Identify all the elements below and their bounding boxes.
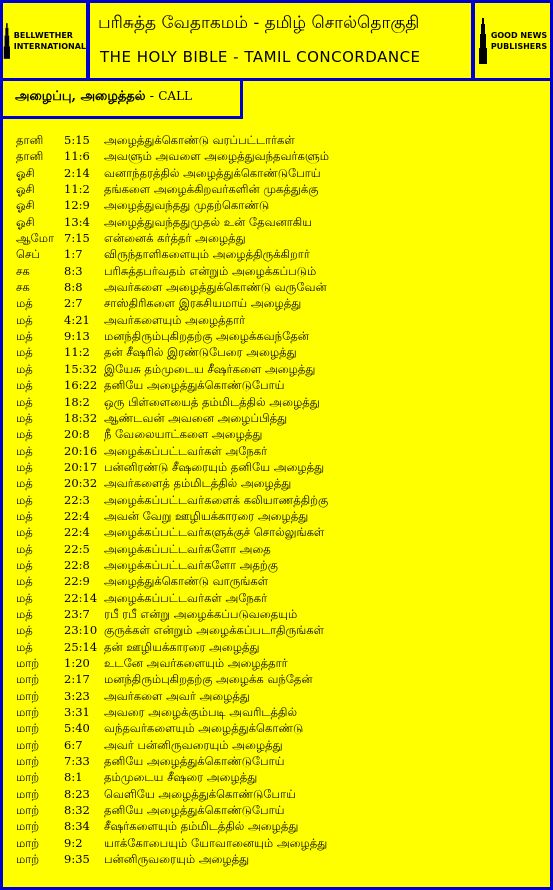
entry-reference: 9:2 xyxy=(64,835,83,850)
entry-book: ஓசி xyxy=(16,165,35,180)
entry-text: சீஷர்களையும் தம்மிடத்தில் அழைத்து xyxy=(104,819,299,834)
entry-text: வனாந்தரத்தில் அழைத்துக்கொண்டுபோய் xyxy=(104,165,321,180)
entry-book: சக xyxy=(16,280,30,295)
entry-text: அழைக்கப்பட்டவர்கள் அநேகர் xyxy=(104,590,268,605)
entry-text: அழைக்கப்பட்டவர்களுக்குச் சொல்லுங்கள் xyxy=(104,525,325,540)
entry-book: மாற் xyxy=(16,835,40,850)
list-item xyxy=(16,704,550,720)
entry-text: தங்களை அழைக்கிறவர்களின் முகத்துக்கு xyxy=(104,182,319,197)
entry-reference: 22:4 xyxy=(64,525,90,540)
list-item xyxy=(16,230,550,246)
entry-text: வந்தவர்களையும் அழைத்துக்கொண்டு xyxy=(104,721,304,736)
entry-book: மத் xyxy=(16,443,33,458)
entry-reference: 18:2 xyxy=(64,394,90,409)
list-item xyxy=(16,279,550,295)
list-item xyxy=(16,606,550,622)
entry-text: அழைத்துக்கொண்டு வாருங்கள் xyxy=(104,574,269,589)
entry-reference: 1:20 xyxy=(64,656,90,670)
entry-text: பன்னிரண்டு சீஷரையும் தனியே அழைத்து xyxy=(104,459,325,474)
entry-book: மத் xyxy=(16,590,33,605)
headword-box xyxy=(3,81,243,119)
entry-reference: 11:2 xyxy=(64,345,90,360)
entry-book: மாற் xyxy=(16,656,40,670)
entry-book: மத் xyxy=(16,378,33,393)
entry-text: அவரை அழைக்கும்படி அவரிடத்தில் xyxy=(104,705,297,720)
entry-reference: 20:8 xyxy=(64,427,90,442)
entry-book: ஆமோ xyxy=(16,231,54,246)
entry-reference: 16:22 xyxy=(64,378,98,393)
entry-book: மத் xyxy=(16,361,33,376)
entry-reference: 2:17 xyxy=(64,672,90,687)
entry-reference: 1:7 xyxy=(64,247,83,262)
entry-book: மாற் xyxy=(16,754,40,769)
entry-reference: 8:3 xyxy=(64,263,83,278)
list-item xyxy=(16,769,550,785)
entry-reference: 20:32 xyxy=(64,476,98,491)
list-item xyxy=(16,410,550,426)
entry-reference: 22:9 xyxy=(64,574,90,589)
entry-text: தம்முடைய சீஷரை அழைத்து xyxy=(104,770,258,785)
list-item xyxy=(16,720,550,736)
list-item xyxy=(16,753,550,769)
tower-icon xyxy=(478,18,488,64)
list-item xyxy=(16,835,550,851)
entry-text: அவர்களையும் அழைத்தார் xyxy=(104,312,246,327)
entry-reference: 8:34 xyxy=(64,819,90,834)
list-item xyxy=(16,622,550,638)
entry-text: அவளும் அவளை அழைத்துவந்தவர்களும் xyxy=(104,149,329,164)
entry-text: யாக்கோபையும் யோவானையும் அழைத்து xyxy=(104,835,328,850)
list-item xyxy=(16,377,550,393)
entry-book: மத் xyxy=(16,541,33,556)
entry-book: மத் xyxy=(16,623,33,638)
entry-book: மத் xyxy=(16,492,33,507)
entry-reference: 8:23 xyxy=(64,786,90,801)
list-item xyxy=(16,851,550,867)
entry-book: மாற் xyxy=(16,688,40,703)
entry-text: அழைக்கப்பட்டவர்களோ அதை xyxy=(104,541,271,556)
entry-book: மத் xyxy=(16,296,33,311)
entry-book: மத் xyxy=(16,574,33,589)
list-item xyxy=(16,263,550,279)
entry-reference: 7:15 xyxy=(64,231,90,246)
entry-reference: 9:13 xyxy=(64,329,90,344)
title-english: THE HOLY BIBLE - TAMIL CONCORDANCE xyxy=(100,48,421,66)
entry-reference: 13:4 xyxy=(64,214,90,229)
good-news-logo xyxy=(475,3,550,78)
tower-icon xyxy=(3,18,11,64)
entry-reference: 12:9 xyxy=(64,198,90,213)
list-item xyxy=(16,295,550,311)
list-item xyxy=(16,181,550,197)
entry-book: மத் xyxy=(16,476,33,491)
entry-reference: 8:1 xyxy=(64,770,83,785)
entry-text: பரிசுத்தபர்வதம் என்றும் அழைக்கப்படும் xyxy=(104,263,317,278)
title-box xyxy=(90,3,471,78)
entry-text: அழைக்கப்பட்டவர்களைக் கலியாணத்திற்கு xyxy=(104,492,329,507)
entry-reference: 4:21 xyxy=(64,312,90,327)
list-item xyxy=(16,557,550,573)
entry-book: மத் xyxy=(16,394,33,409)
list-item xyxy=(16,246,550,262)
entry-book: மாற் xyxy=(16,770,40,785)
title-tamil: பரிசுத்த வேதாகமம் - தமிழ் சொல்தொகுதி xyxy=(98,13,420,33)
list-item xyxy=(16,818,550,834)
entry-text: அழைத்துவந்ததுமுதல் உன் தேவனாகிய xyxy=(104,214,313,229)
entry-reference: 20:16 xyxy=(64,443,98,458)
list-item xyxy=(16,165,550,181)
entry-reference: 20:17 xyxy=(64,459,98,474)
entry-reference: 22:5 xyxy=(64,541,90,556)
entry-book: மாற் xyxy=(16,852,40,867)
entry-reference: 22:4 xyxy=(64,508,90,523)
entry-reference: 25:14 xyxy=(64,639,98,654)
entry-text: தனியே அழைத்துக்கொண்டுபோய் xyxy=(104,378,285,393)
list-item xyxy=(16,655,550,671)
list-item xyxy=(16,737,550,753)
entry-book: ஓசி xyxy=(16,214,35,229)
entry-book: மாற் xyxy=(16,672,40,687)
entry-reference: 22:3 xyxy=(64,492,90,507)
list-item xyxy=(16,475,550,491)
list-item xyxy=(16,492,550,508)
entry-book: மத் xyxy=(16,427,33,442)
entry-text: உடனே அவர்களையும் அழைத்தார் xyxy=(104,656,288,670)
entry-book: ஓசி xyxy=(16,182,35,197)
entry-text: அழைத்துவந்தது முதற்கொண்டு xyxy=(104,198,270,213)
list-item xyxy=(16,671,550,687)
list-item xyxy=(16,524,550,540)
entry-reference: 2:14 xyxy=(64,165,90,180)
list-item xyxy=(16,573,550,589)
entry-book: மத் xyxy=(16,639,33,654)
entry-reference: 3:23 xyxy=(64,688,90,703)
entry-reference: 22:8 xyxy=(64,557,90,572)
entry-text: அவர்களைத் தம்மிடத்தில் அழைத்து xyxy=(104,476,292,491)
list-item xyxy=(16,443,550,459)
list-item xyxy=(16,459,550,475)
entry-book: சக xyxy=(16,263,30,278)
entry-book: செப் xyxy=(16,247,40,262)
list-item xyxy=(16,132,550,148)
list-item xyxy=(16,344,550,360)
entry-reference: 5:40 xyxy=(64,721,90,736)
entry-reference: 9:35 xyxy=(64,852,90,867)
headword-separator: - xyxy=(145,89,159,104)
entry-text: தன் சீஷரில் இரண்டுபேரை அழைத்து xyxy=(104,345,297,360)
entry-reference: 6:7 xyxy=(64,737,83,752)
logo-line: GOOD NEWS xyxy=(490,30,548,40)
entry-reference: 23:7 xyxy=(64,606,90,621)
entry-text: ரபீ ரபீ என்று அழைக்கப்படுவதையும் xyxy=(104,606,298,621)
entry-text: அழைத்துக்கொண்டு வரப்பட்டார்கள் xyxy=(104,133,295,147)
entry-book: மத் xyxy=(16,312,33,327)
entry-reference: 15:32 xyxy=(64,361,98,376)
entry-reference: 18:32 xyxy=(64,410,98,425)
headword-english: CALL xyxy=(158,89,193,103)
list-item xyxy=(16,426,550,442)
entry-text: என்னைக் கர்த்தர் அழைத்து xyxy=(104,231,246,246)
entry-text: தனியே அழைத்துக்கொண்டுபோய் xyxy=(104,803,285,818)
entry-reference: 8:8 xyxy=(64,280,83,295)
entry-book: மத் xyxy=(16,329,33,344)
entry-text: விருந்தாளிகளையும் அழைத்திருக்கிறார் xyxy=(104,247,310,262)
entry-text: அவர் பன்னிருவரையும் அழைத்து xyxy=(104,737,283,752)
entry-text: சாஸ்திரிகளை இரகசியமாய் அழைத்து xyxy=(104,296,302,311)
entry-text: ஆண்டவன் அவனை அழைப்பித்து xyxy=(104,410,288,425)
entry-book: மாற் xyxy=(16,786,40,801)
entry-book: மத் xyxy=(16,557,33,572)
entry-book: தானி xyxy=(16,149,44,164)
entry-reference: 8:32 xyxy=(64,803,90,818)
list-item xyxy=(16,197,550,213)
entry-book: மாற் xyxy=(16,705,40,720)
entry-text: அழைக்கப்பட்டவர்களோ அதற்கு xyxy=(104,557,278,572)
headword xyxy=(15,89,192,105)
entry-book: மாற் xyxy=(16,737,40,752)
entry-text: தன் ஊழியக்காரரை அழைத்து xyxy=(104,639,260,654)
headword-tamil: அழைப்பு, அழைத்தல் xyxy=(15,89,146,104)
list-item xyxy=(16,394,550,410)
entry-text: வெளியே அழைத்துக்கொண்டுபோய் xyxy=(104,786,296,801)
list-item xyxy=(16,541,550,557)
entry-text: அவர்களை அவர் அழைத்து xyxy=(104,688,250,703)
list-item xyxy=(16,328,550,344)
entry-text: அழைக்கப்பட்டவர்கள் அநேகர் xyxy=(104,443,268,458)
entry-book: மாற் xyxy=(16,819,40,834)
list-item xyxy=(16,786,550,802)
entry-text: தனியே அழைத்துக்கொண்டுபோய் xyxy=(104,754,285,769)
list-item xyxy=(16,590,550,606)
list-item xyxy=(16,639,550,655)
entry-reference: 7:33 xyxy=(64,754,90,769)
entry-book: மத் xyxy=(16,345,33,360)
list-item xyxy=(16,214,550,230)
logo-line: PUBLISHERS xyxy=(490,41,548,51)
entry-text: குருக்கள் என்றும் அழைக்கப்படாதிருங்கள் xyxy=(104,623,324,638)
entry-reference: 11:2 xyxy=(64,182,90,197)
entry-text: மனந்திரும்புகிறதற்கு அழைக்க வந்தேன் xyxy=(104,672,313,687)
entry-reference: 23:10 xyxy=(64,623,98,638)
entry-book: மத் xyxy=(16,525,33,540)
bellwether-logo xyxy=(3,3,86,78)
entry-book: மாற் xyxy=(16,803,40,818)
entry-text: அவர்களை அழைத்துக்கொண்டு வருவேன் xyxy=(104,280,327,295)
entry-book: தானி xyxy=(16,133,44,147)
entry-text: இயேசு தம்முடைய சீஷர்களை அழைத்து xyxy=(104,361,316,376)
entry-book: மத் xyxy=(16,606,33,621)
list-item xyxy=(16,802,550,818)
logo-line: INTERNATIONAL xyxy=(13,41,86,51)
entry-reference: 5:15 xyxy=(64,133,90,147)
entry-book: மத் xyxy=(16,410,33,425)
entry-reference: 11:6 xyxy=(64,149,90,164)
entry-text: அவன் வேறு ஊழியக்காரரை அழைத்து xyxy=(104,508,309,523)
entry-text: பன்னிருவரையும் அழைத்து xyxy=(104,852,250,867)
list-item xyxy=(16,361,550,377)
entry-book: மத் xyxy=(16,459,33,474)
list-item xyxy=(16,688,550,704)
entry-text: நீ வேலையாட்களை அழைத்து xyxy=(104,427,263,442)
entry-reference: 22:14 xyxy=(64,590,98,605)
entry-book: ஓசி xyxy=(16,198,35,213)
logo-line: BELLWETHER xyxy=(13,30,73,40)
concordance-panel xyxy=(3,81,550,887)
entry-reference: 2:7 xyxy=(64,296,83,311)
entry-text: ஒரு பிள்ளையைத் தம்மிடத்தில் அழைத்து xyxy=(104,394,320,409)
list-item xyxy=(16,312,550,328)
entry-book: மாற் xyxy=(16,721,40,736)
list-item xyxy=(16,148,550,164)
entry-list xyxy=(16,132,550,867)
entry-book: மத் xyxy=(16,508,33,523)
entry-text: மனந்திரும்புகிறதற்கு அழைக்கவந்தேன் xyxy=(104,329,309,344)
list-item xyxy=(16,508,550,524)
entry-reference: 3:31 xyxy=(64,705,90,720)
